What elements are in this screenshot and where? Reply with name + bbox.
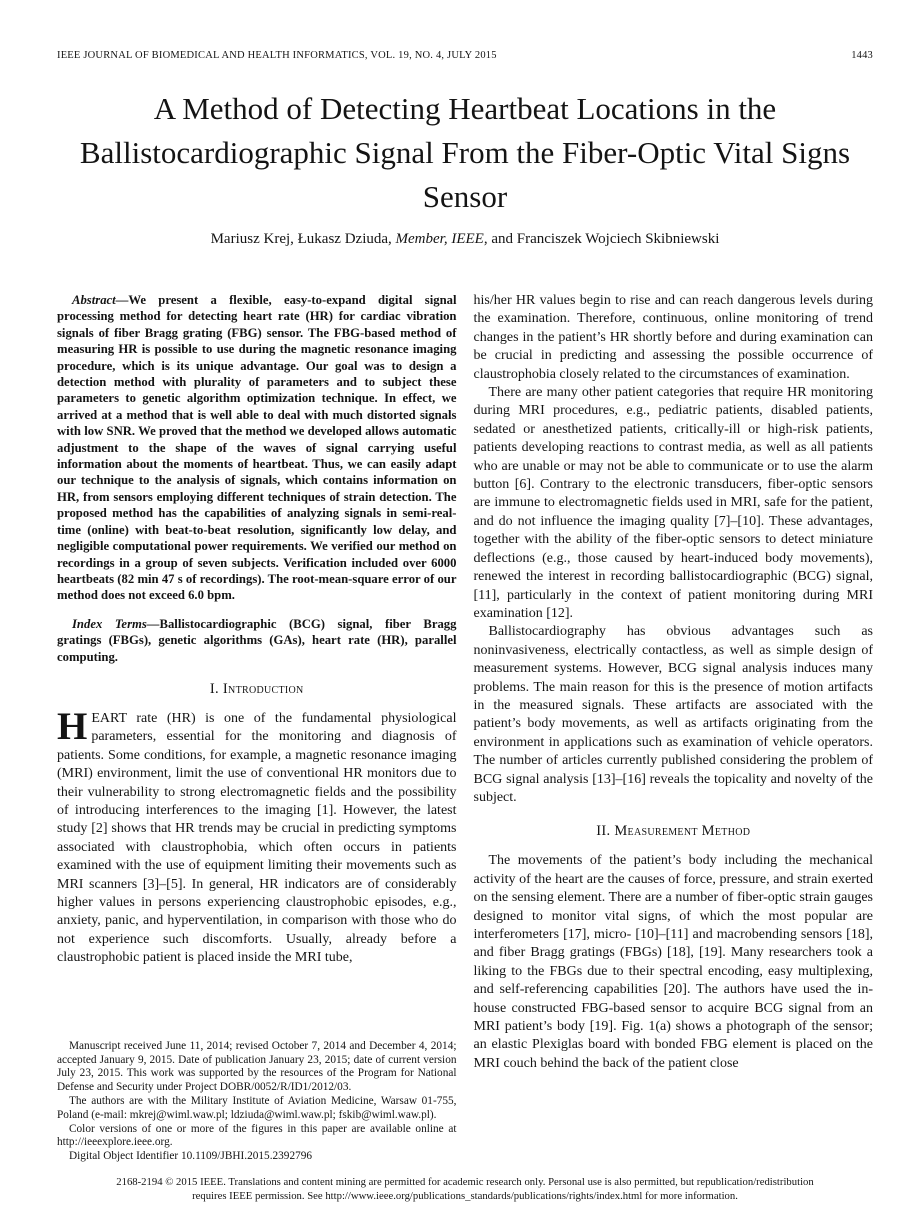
copyright-footer	[37, 1176, 893, 1203]
index-terms-paragraph	[57, 616, 457, 665]
paper-title: A Method of Detecting Heartbeat Locations in the Ballistocardiographic Signal From the Fiber-Optic Vital Signs Sensor	[79, 91, 851, 214]
section-title: Measurement Method	[614, 823, 751, 840]
two-column-body	[57, 292, 873, 1164]
body-paragraph: his/her HR values begin to rise and can reach dangerous levels during the examination. Therefore, continuous, online monitoring of trend changes in the patient’s HR shortly before and during examination can be crucial in predicting and assessing the possible occurrence of claustrophobia closely related to the circumstances of examination.	[473, 293, 873, 382]
copyright-line-2: requires IEEE permission. See http://www.ieee.org/publications_standards/publications/rights/index.html for more information.	[192, 1189, 738, 1202]
section-heading-introduction	[57, 681, 457, 698]
section-number: I.	[209, 680, 219, 697]
running-header-page-number: 1443	[851, 50, 873, 61]
abstract-label: Abstract—	[72, 293, 129, 307]
abstract-paragraph	[57, 292, 457, 604]
section-number: II.	[596, 823, 611, 840]
body-paragraph: There are many other patient categories that require HR monitoring during MRI procedures, e.g., pediatric patients, disabled patients, sedated or anesthetized patients, critically-ill or high-risk patients, patients developing reactions to contrast media, as well as all patients who are unable or may not be able to communicate or to use the alarm button [6]. Contrary to the electronic transducers, fiber-optic sensors are immune to electromagnetic fields used in MRI, safe for the patient, and do not influence the imaging quality [7]–[10]. These advantages, together with the ability of the fiber-optic sensors to detect miniature deflections (e.g., those caused by heart-induced body movements), renewed the interest in recording ballistocardiographic (BCG) signal, [11], particularly in the context of patient monitoring during MRI examination [12].	[473, 385, 873, 621]
body-paragraph: Ballistocardiography has obvious advantages such as noninvasiveness, electrically contactless, as well as simple design of measurement systems. However, BCG signal analysis induces many problems. The main reason for this is the presence of motion artifacts in the measured signals. These artifacts are associated with the patient’s body movements, as well as artifacts originating from the environment in applications such as examination of vehicle operators. The number of articles currently published considering the problem of BCG signal analysis [13]–[16] reveals the topicality and novelty of the subject.	[473, 624, 873, 805]
introduction-paragraph	[57, 704, 457, 968]
authors-suffix: , and Franciszek Wojciech Skibniewski	[483, 231, 720, 247]
footnote-manuscript: Manuscript received June 11, 2014; revised October 7, 2014 and December 4, 2014; accepted January 9, 2015. Date of publication January 23, 2015; date of current version July 23, 2015. This work was supported by the resources of the Program for National Defense and Security under Project DOBR/0052/R/ID1/2012/03.	[57, 1039, 457, 1094]
authors-prefix: Mariusz Krej, Łukasz Dziuda,	[210, 231, 396, 247]
section-title: Introduction	[222, 680, 304, 697]
running-header-journal: IEEE JOURNAL OF BIOMEDICAL AND HEALTH INFORMATICS, VOL. 19, NO. 4, JULY 2015	[57, 50, 497, 61]
section-heading-measurement-method	[474, 823, 874, 840]
abstract-text: We present a flexible, easy-to-expand digital signal processing method for detecting heart rate (HR) for cardiac vibration signals of fiber Bragg grating (FBG) sensor. The FBG-based method of measuring HR is possible to use during the magnetic resonance imaging procedure, which is its unique advantage. Our goal was to design a detection method with plurality of parameters and to subject these parameters to genetic algorithm optimization technique. In effect, we arrived at a method that is well able to deal with much distorted signals with low SNR. We proved that the method we developed allows automatic adjustment to the shape of the waves of signal carrying useful information about the moments of heartbeat. Thus, we can easily adapt our technique to the analysis of signals, which contains information on HR, from sensors employing different techniques of strain detection. The proposed method has the capabilities of analyzing signals in semi-real-time (online) with beat-to-beat resolution, significantly low delay, and negligible computational power requirements. We verified our method on recordings in a group of seven subjects. Verification included over 6000 heartbeats (82 min 47 s of recordings). The root-mean-square error of our method does not exceed 6.0 bpm.	[57, 293, 457, 603]
footnote-affiliation: The authors are with the Military Institute of Aviation Medicine, Warsaw 01-755, Poland (e-mail: mkrej@wiml.waw.pl; ldziuda@wiml.waw.pl; fskib@wiml.waw.pl).	[57, 1095, 457, 1121]
left-column	[57, 292, 457, 1164]
index-terms-text: Ballistocardiographic (BCG) signal, fiber Bragg gratings (FBGs), genetic algorithms (GAs), heart rate (HR), parallel computing.	[57, 616, 457, 664]
footnote-color-versions: Color versions of one or more of the figures in this paper are available online at http://ieeexplore.ieee.org.	[57, 1122, 457, 1149]
body-paragraph: The movements of the patient’s body including the mechanical activity of the heart are the causes of force, pressure, and strain exerted on the sensing element. There are a number of fiber-optic strain gauges designed to monitor vital signs, of which the most popular are interferometers [17], micro- [10]–[11] and macrobending sensors [18], and fiber Bragg gratings (FBGs) [18], [19]. Many researchers took a liking to the FBGs due to their spectral encoding, easy multiplexing, and self-referencing capabilities [20]. The authors have used the in-house constructed FBG-based sensor to acquire BCG signal from an MRI patient’s body [19]. Fig. 1(a) shows a photograph of the sensor; an elastic Plexiglas board with bonded FBG element is placed on the MRI couch behind the back of the patient close	[473, 853, 873, 1071]
footnote-doi: Digital Object Identifier 10.1109/JBHI.2015.2392796	[69, 1150, 313, 1163]
authors-line	[57, 231, 873, 248]
dropcap-letter: H	[57, 704, 88, 748]
copyright-line-1: 2168-2194 © 2015 IEEE. Translations and content mining are permitted for academic research only. Personal use is also permitted, but republication/redistribution	[116, 1176, 814, 1188]
authors-membership: Member, IEEE	[395, 231, 484, 247]
right-column	[474, 292, 874, 1164]
first-page-footnote	[57, 1040, 457, 1164]
introduction-text: EART rate (HR) is one of the fundamental physiological parameters, essential for the monitoring and diagnosis of patients. Some conditions, for example, a magnetic resonance imaging (MRI) environment, limit the use of conventional HR monitors due to their vulnerability to strong electromagnetic fields and the possibility of introducing interferences to the imaging [1]. However, the latest study [2] shows that HR trends may be crucial in predicting symptoms associated with claustrophobia, which often occurs in patients examined with the use of equipment limiting their movements such as MRI scanners [3]–[5]. In general, HR indicators are of considerably higher values in persons experiencing claustrophobic episodes, e.g., anxiety, panic, and hyperventilation, in comparison with those who do not experience such discomforts. Usually, already before a claustrophobic patient is placed inside the MRI tube,	[57, 710, 457, 966]
running-header	[57, 50, 873, 61]
index-terms-label: Index Terms—	[72, 616, 160, 631]
